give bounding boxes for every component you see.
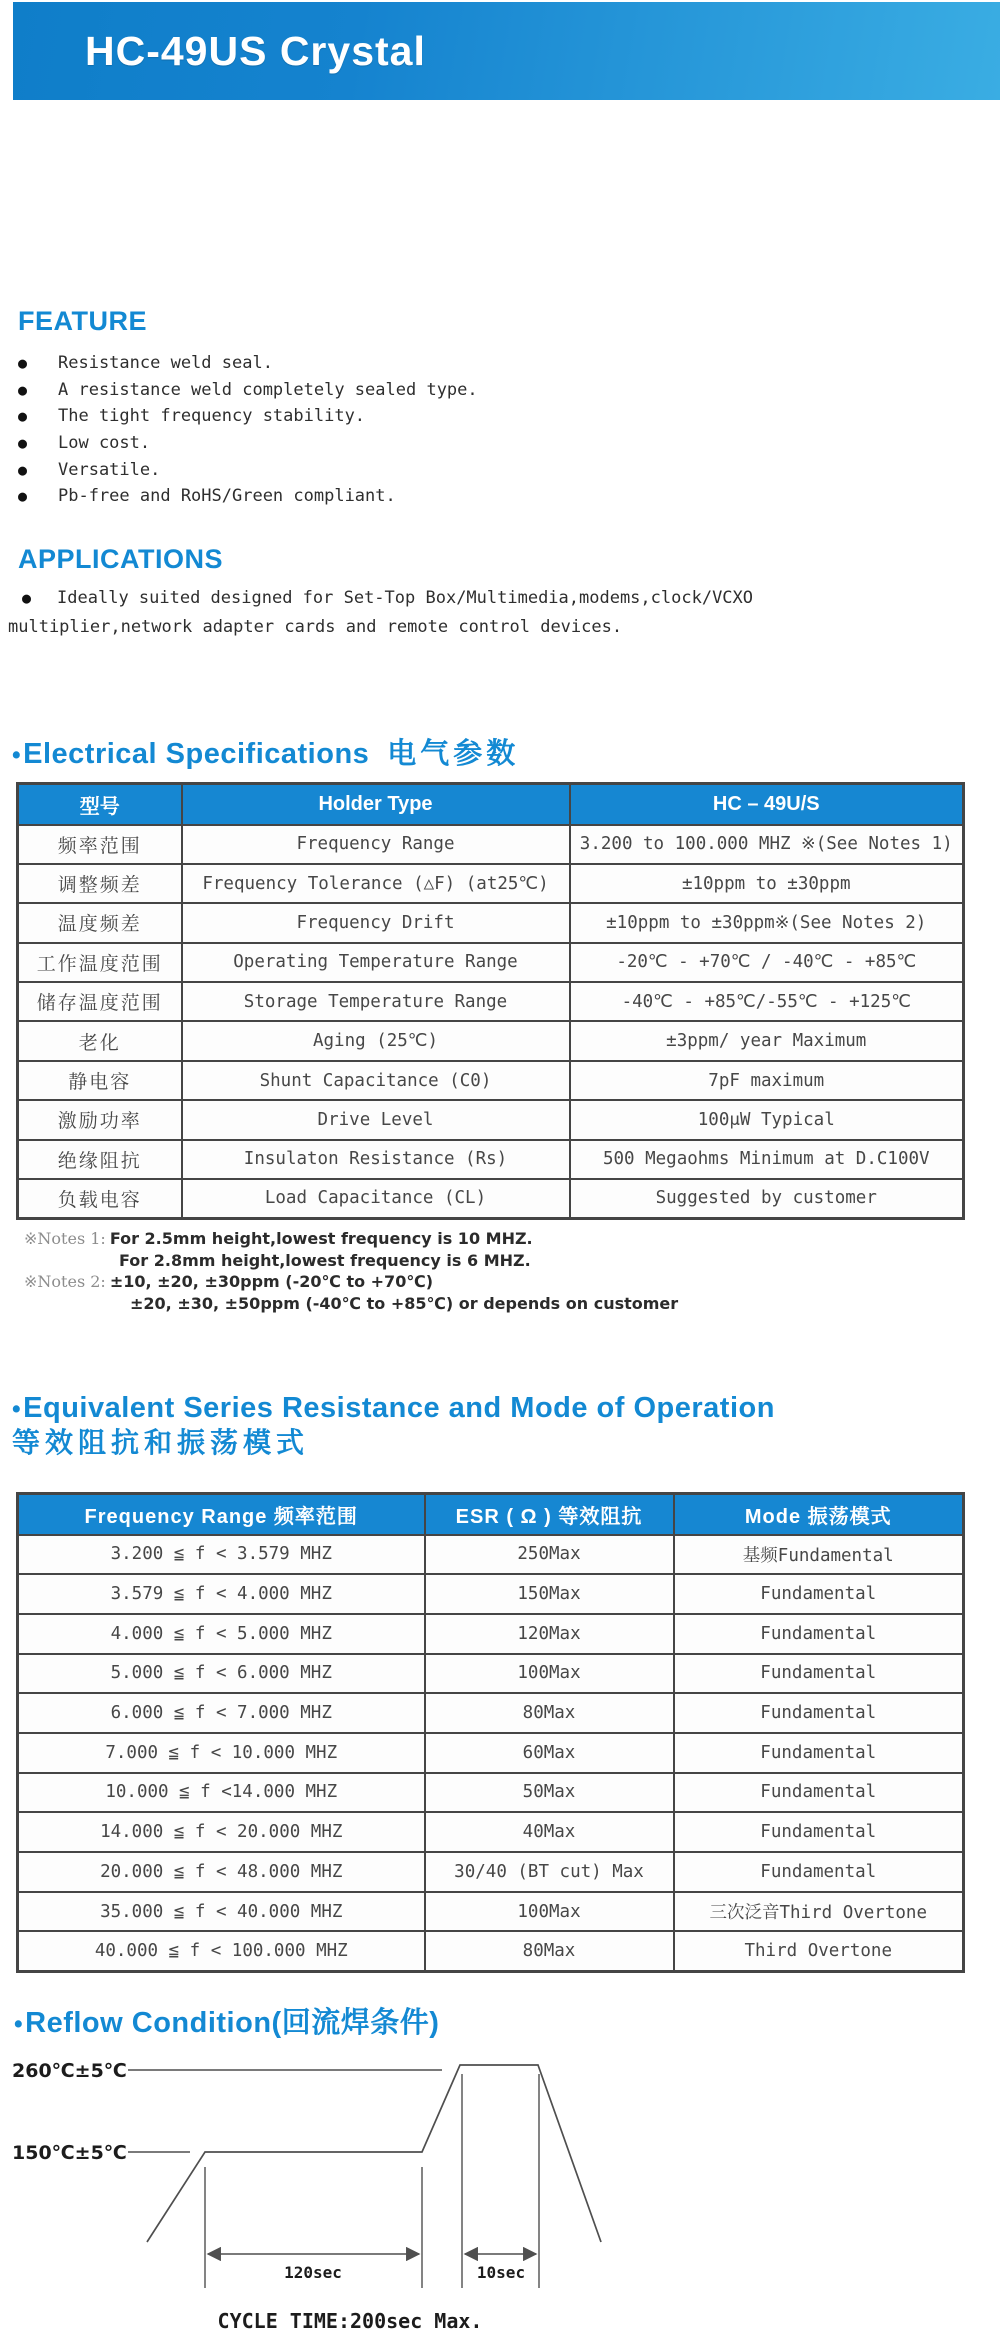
bullet-icon: ● <box>22 589 32 607</box>
cycle-time-label: CYCLE TIME:200sec Max. <box>217 2309 483 2333</box>
note-line <box>24 1271 944 1293</box>
feature-text: Low cost. <box>58 433 151 454</box>
spec-name-en: Shunt Capacitance (C0) <box>182 1061 570 1100</box>
spec-name-en: Frequency Drift <box>182 903 570 942</box>
title-banner <box>13 2 1000 100</box>
spec-value: 7pF maximum <box>570 1061 964 1100</box>
spec-value: 100μW Typical <box>570 1100 964 1139</box>
esr-value: 250Max <box>425 1535 674 1575</box>
list-item <box>18 456 658 483</box>
note-line <box>24 1250 944 1272</box>
mode-value: Fundamental <box>674 1574 964 1614</box>
esr-value: 50Max <box>425 1773 674 1813</box>
spec-value: -20℃ - +70℃ / -40℃ - +85℃ <box>570 943 964 982</box>
table-row <box>18 1852 964 1892</box>
esr-value: 100Max <box>425 1654 674 1694</box>
note-line <box>24 1293 944 1315</box>
spec-name-en: Operating Temperature Range <box>182 943 570 982</box>
table-row <box>18 1574 964 1614</box>
note-line <box>24 1228 944 1250</box>
esr-value: 40Max <box>425 1812 674 1852</box>
reflow-temperature-curve <box>147 2065 601 2242</box>
applications-line1-text: Ideally suited designed for Set-Top Box/Multimedia,modems,clock/VCXO <box>57 588 754 608</box>
spec-value: 3.200 to 100.000 MHZ ※(See Notes 1) <box>570 825 964 864</box>
spec-value: 500 Megaohms Minimum at D.C100V <box>570 1140 964 1179</box>
feature-text: The tight frequency stability. <box>58 406 366 427</box>
heading-bullet-icon: • <box>12 1396 22 1423</box>
esr-heading-cn: 等效阻抗和振荡模式 <box>12 1427 310 1458</box>
mode-value: 基频Fundamental <box>674 1535 964 1575</box>
table-row <box>18 1535 964 1575</box>
col-header-esr: ESR ( Ω ) 等效阻抗 <box>425 1494 674 1535</box>
table-header-row <box>18 1494 964 1535</box>
applications-line-2: multiplier,network adapter cards and remote control devices. <box>8 617 623 637</box>
freq-range: 4.000 ≦ f < 5.000 MHZ <box>18 1614 425 1654</box>
reflow-profile-diagram <box>0 2042 700 2338</box>
list-item <box>18 377 658 404</box>
freq-range: 6.000 ≦ f < 7.000 MHZ <box>18 1693 425 1733</box>
spec-name-cn: 储存温度范围 <box>18 982 182 1021</box>
list-item <box>18 483 658 510</box>
mode-value: Fundamental <box>674 1614 964 1654</box>
spec-name-cn: 静电容 <box>18 1061 182 1100</box>
table-row <box>18 1654 964 1694</box>
spec-value: -40℃ - +85℃/-55℃ - +125℃ <box>570 982 964 1021</box>
esr-heading <box>12 1392 775 1459</box>
spec-name-cn: 频率范围 <box>18 825 182 864</box>
col-header-holder-type: Holder Type <box>182 784 570 825</box>
feature-text: Pb-free and RoHS/Green compliant. <box>58 486 396 507</box>
esr-heading-en: Equivalent Series Resistance and Mode of Operation <box>23 1392 775 1424</box>
esr-heading-en-line <box>12 1392 775 1426</box>
esr-value: 80Max <box>425 1931 674 1971</box>
temp-260-label: 260℃±5℃ <box>12 2060 127 2082</box>
bullet-icon: ● <box>18 380 28 399</box>
spec-name-cn: 老化 <box>18 1021 182 1060</box>
spec-value: Suggested by customer <box>570 1179 964 1218</box>
spec-name-en: Drive Level <box>182 1100 570 1139</box>
esr-value: 80Max <box>425 1693 674 1733</box>
spec-name-cn: 激励功率 <box>18 1100 182 1139</box>
note2-text-1: ±10, ±20, ±30ppm (-20℃ to +70℃) <box>109 1272 434 1291</box>
heading-bullet-icon: • <box>14 2011 24 2038</box>
temp-150-label: 150℃±5℃ <box>12 2142 127 2164</box>
spec-value: ±10ppm to ±30ppm※(See Notes 2) <box>570 903 964 942</box>
feature-text: Resistance weld seal. <box>58 353 273 374</box>
peak-time-label: 10sec <box>476 2263 526 2282</box>
electrical-heading-cn: 电气参数 <box>387 738 520 770</box>
bullet-icon: ● <box>18 354 28 373</box>
list-item <box>18 403 658 430</box>
table-row <box>18 1931 964 1971</box>
freq-range: 35.000 ≦ f < 40.000 MHZ <box>18 1892 425 1932</box>
table-row <box>18 1812 964 1852</box>
heading-bullet-icon: • <box>12 742 22 769</box>
mode-value: Fundamental <box>674 1773 964 1813</box>
reflow-heading <box>14 2000 439 2041</box>
bullet-icon: ● <box>18 434 28 453</box>
page-title: HC-49US Crystal <box>85 27 426 74</box>
col-header-frequency-range: Frequency Range 频率范围 <box>18 1494 425 1535</box>
bullet-icon: ● <box>18 487 28 506</box>
applications-heading: APPLICATIONS <box>18 544 224 574</box>
table-row <box>18 943 964 982</box>
bullet-icon: ● <box>18 460 28 479</box>
spec-name-en: Aging (25℃) <box>182 1021 570 1060</box>
esr-value: 150Max <box>425 1574 674 1614</box>
list-item <box>18 430 658 457</box>
esr-mode-table <box>16 1492 965 1973</box>
note1-label: ※Notes 1: <box>24 1229 106 1248</box>
mode-value: Fundamental <box>674 1654 964 1694</box>
freq-range: 40.000 ≦ f < 100.000 MHZ <box>18 1931 425 1971</box>
esr-value: 120Max <box>425 1614 674 1654</box>
table-row <box>18 825 964 864</box>
spec-name-en: Insulaton Resistance (Rs) <box>182 1140 570 1179</box>
spec-value: ±10ppm to ±30ppm <box>570 864 964 903</box>
freq-range: 10.000 ≦ f <14.000 MHZ <box>18 1773 425 1813</box>
table-row <box>18 1140 964 1179</box>
applications-text <box>8 584 908 642</box>
spec-name-cn: 绝缘阻抗 <box>18 1140 182 1179</box>
electrical-heading-en: Electrical Specifications <box>23 738 370 770</box>
esr-value: 30/40 (BT cut) Max <box>425 1852 674 1892</box>
feature-text: A resistance weld completely sealed type. <box>58 379 478 400</box>
freq-range: 14.000 ≦ f < 20.000 MHZ <box>18 1812 425 1852</box>
note2-label: ※Notes 2: <box>24 1272 106 1291</box>
bullet-icon: ● <box>18 407 28 426</box>
soak-time-label: 120sec <box>284 2263 342 2282</box>
electrical-spec-table <box>16 782 965 1220</box>
table-row <box>18 1892 964 1932</box>
mode-value: Fundamental <box>674 1733 964 1773</box>
mode-value: 三次泛音Third Overtone <box>674 1892 964 1932</box>
feature-list <box>18 350 658 510</box>
table-row <box>18 1614 964 1654</box>
mode-value: Fundamental <box>674 1852 964 1892</box>
table-row <box>18 864 964 903</box>
freq-range: 3.579 ≦ f < 4.000 MHZ <box>18 1574 425 1614</box>
spec-name-en: Load Capacitance (CL) <box>182 1179 570 1218</box>
table-row <box>18 1773 964 1813</box>
table-row <box>18 1021 964 1060</box>
electrical-heading <box>12 731 519 772</box>
spec-name-cn: 工作温度范围 <box>18 943 182 982</box>
freq-range: 3.200 ≦ f < 3.579 MHZ <box>18 1535 425 1575</box>
mode-value: Fundamental <box>674 1812 964 1852</box>
esr-value: 100Max <box>425 1892 674 1932</box>
note1-text-1: For 2.5mm height,lowest frequency is 10 MHZ. <box>109 1229 533 1248</box>
feature-text: Versatile. <box>58 459 161 480</box>
table-notes <box>24 1228 944 1314</box>
mode-value: Fundamental <box>674 1693 964 1733</box>
table-row <box>18 1100 964 1139</box>
spec-name-cn: 负载电容 <box>18 1179 182 1218</box>
list-item <box>18 350 658 377</box>
mode-value: Third Overtone <box>674 1931 964 1971</box>
freq-range: 5.000 ≦ f < 6.000 MHZ <box>18 1654 425 1694</box>
table-row <box>18 982 964 1021</box>
spec-name-cn: 温度频差 <box>18 903 182 942</box>
spec-name-cn: 调整频差 <box>18 864 182 903</box>
table-row <box>18 1733 964 1773</box>
freq-range: 7.000 ≦ f < 10.000 MHZ <box>18 1733 425 1773</box>
spec-value: ±3ppm/ year Maximum <box>570 1021 964 1060</box>
spec-name-en: Storage Temperature Range <box>182 982 570 1021</box>
applications-line-1 <box>8 584 908 613</box>
spec-name-en: Frequency Range <box>182 825 570 864</box>
freq-range: 20.000 ≦ f < 48.000 MHZ <box>18 1852 425 1892</box>
feature-heading: FEATURE <box>18 306 147 336</box>
table-row <box>18 903 964 942</box>
esr-value: 60Max <box>425 1733 674 1773</box>
col-header-mode: Mode 振荡模式 <box>674 1494 964 1535</box>
table-row <box>18 1061 964 1100</box>
table-header-row <box>18 784 964 825</box>
spec-name-en: Frequency Tolerance (△F) (at25℃) <box>182 864 570 903</box>
col-header-hc49us: HC – 49U/S <box>570 784 964 825</box>
note1-text-2: For 2.8mm height,lowest frequency is 6 MHZ. <box>119 1250 531 1270</box>
reflow-heading-text: Reflow Condition(回流焊条件) <box>25 2007 440 2039</box>
note2-text-2: ±20, ±30, ±50ppm (-40℃ to +85℃) or depends on customer <box>130 1293 679 1313</box>
table-row <box>18 1693 964 1733</box>
col-header-model: 型号 <box>18 784 182 825</box>
table-row <box>18 1179 964 1218</box>
